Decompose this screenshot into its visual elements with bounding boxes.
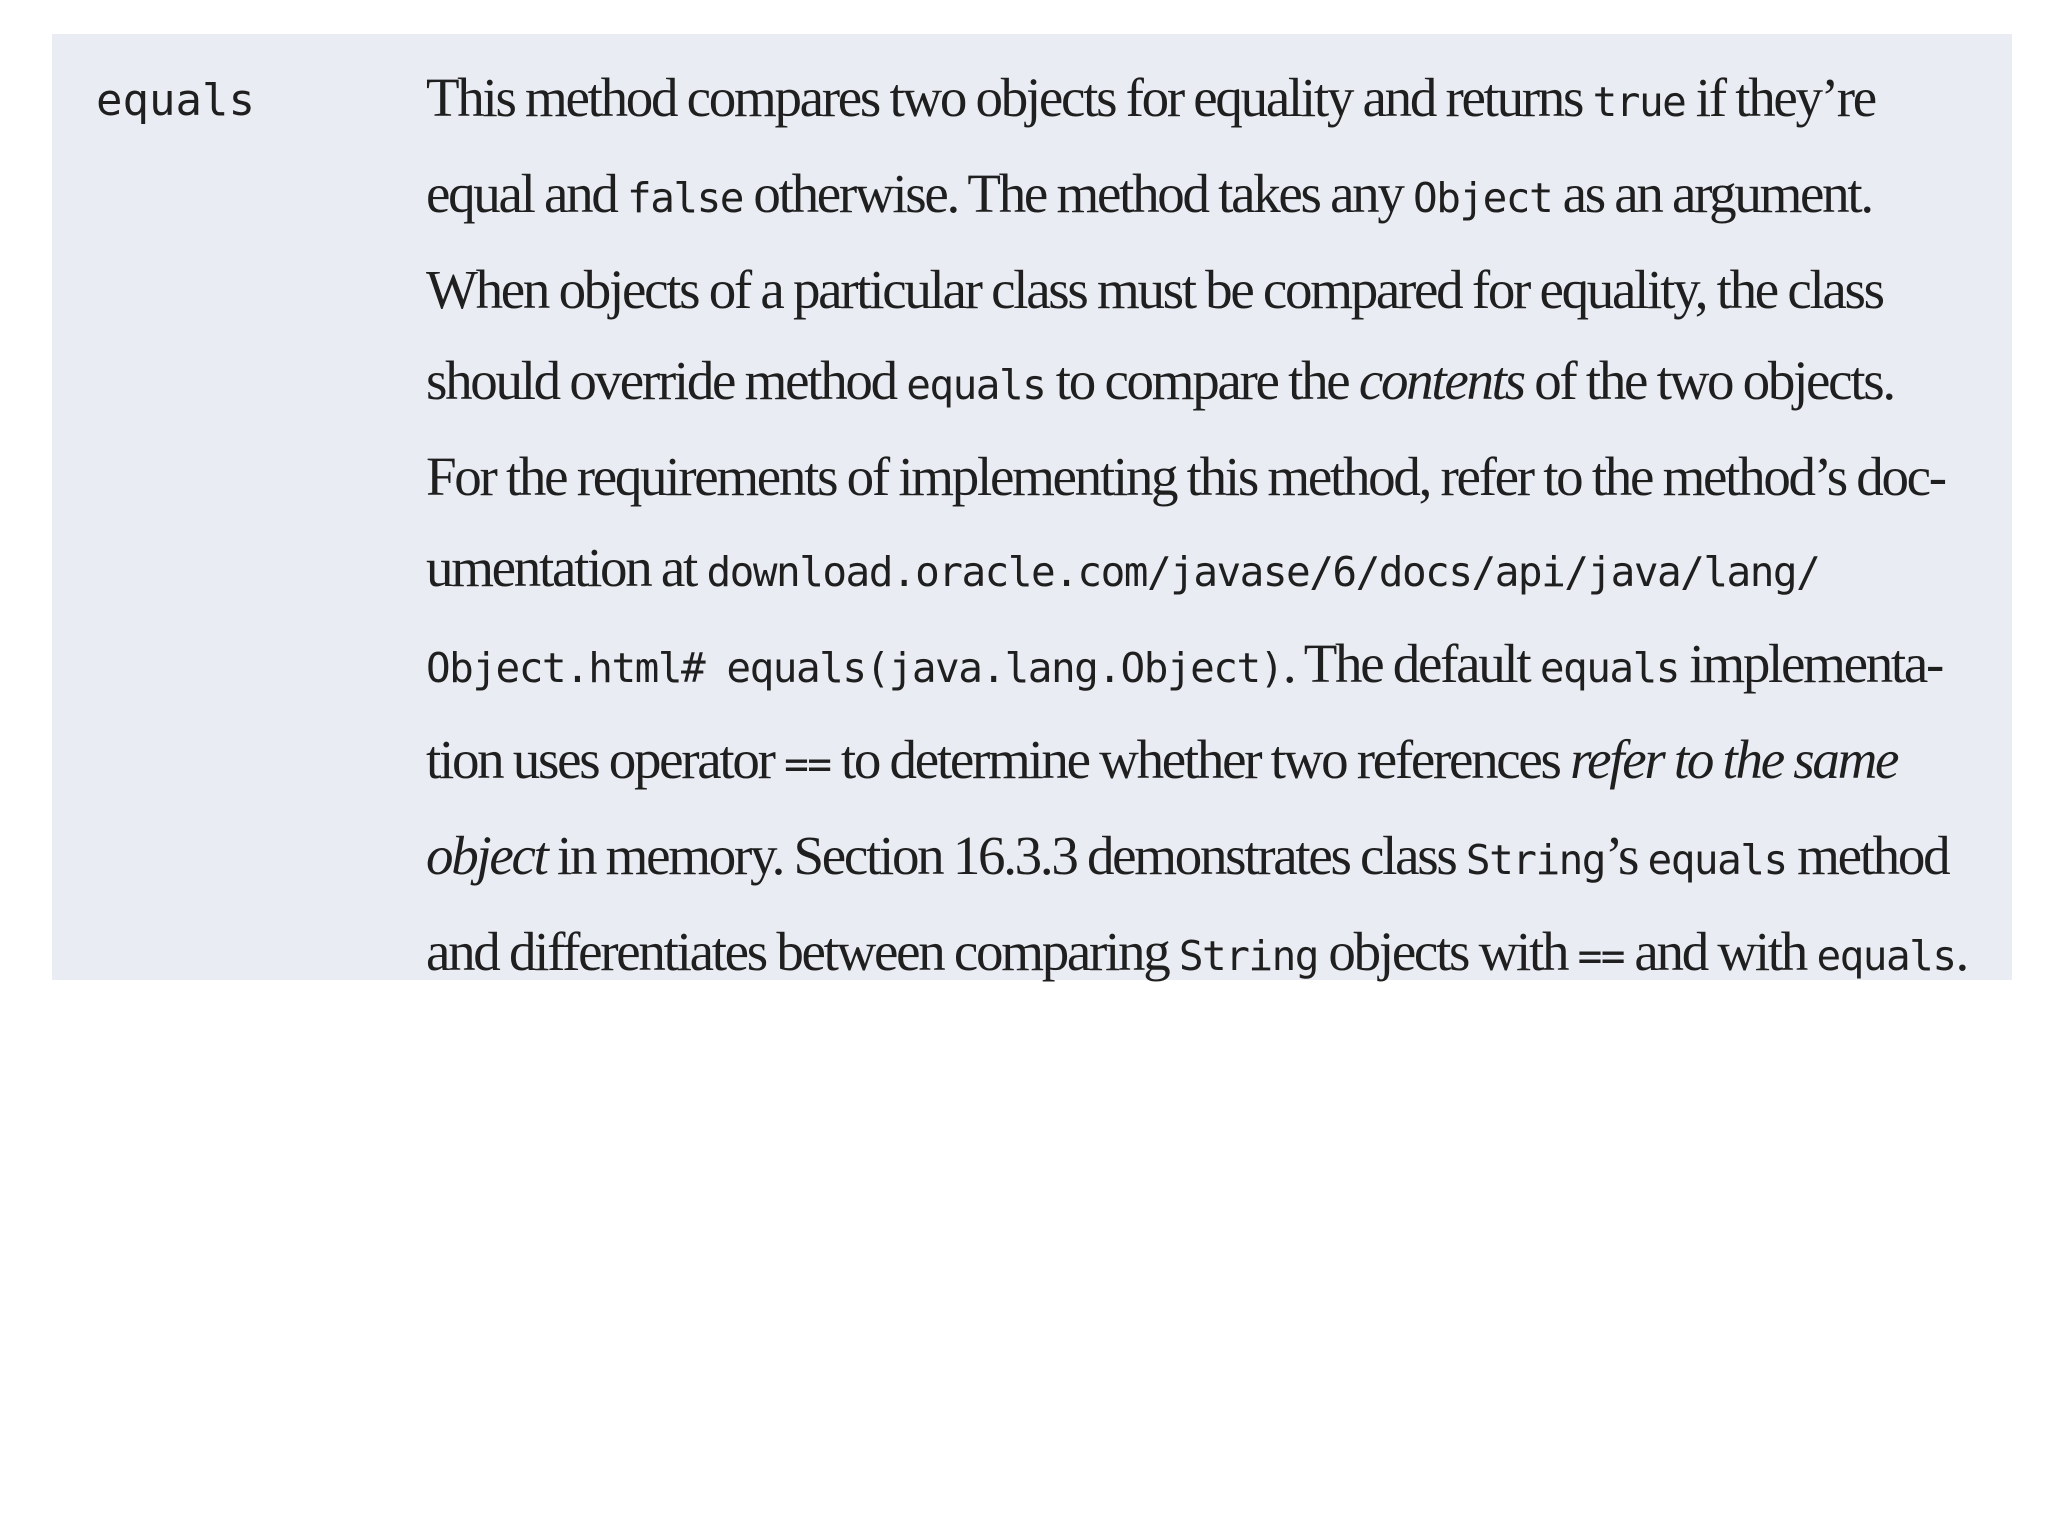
method-name: equals (96, 75, 255, 126)
code-span: equals (1539, 644, 1679, 692)
text-span: should override method (426, 350, 907, 411)
text-span: When objects of a particular class must be compared for equality, the class (426, 259, 1883, 320)
code-span: equals (906, 361, 1046, 409)
text-span: if they’re (1685, 67, 1875, 128)
code-span: Object (1413, 174, 1553, 222)
text-span: . (1955, 921, 1967, 982)
code-span: equals (1647, 836, 1787, 884)
text-span: otherwise. The method takes any (742, 163, 1414, 224)
code-span: Object.html# equals(java.lang.Object) (426, 644, 1283, 692)
text-span: in memory. Section 16.3.3 demonstrates class (546, 825, 1466, 886)
code-span: equals (1816, 932, 1956, 980)
text-span: equal and (426, 163, 628, 224)
text-span: implementa- (1678, 633, 1943, 694)
code-span: false (627, 174, 743, 222)
code-span: == (784, 740, 831, 788)
text-span: method (1786, 825, 1949, 886)
code-span: String (1178, 932, 1318, 980)
text-span: to compare the (1045, 350, 1359, 411)
text-span: umentation at (426, 537, 707, 598)
text-span: . The default (1282, 633, 1540, 694)
code-span: download.oracle.com/javase/6/docs/api/java/lang/ (706, 548, 1820, 596)
text-span: This method compares two objects for equality and returns (426, 67, 1593, 128)
method-description (426, 52, 1986, 1002)
text-span: to determine whether two references (830, 729, 1571, 790)
description-line (426, 714, 1986, 810)
text-span: objects with (1317, 921, 1578, 982)
emphasis-span: object (426, 825, 547, 886)
emphasis-span: refer to the same (1570, 729, 1898, 790)
method-entry-panel (52, 34, 2012, 980)
description-line (426, 810, 1986, 906)
text-span: and with (1623, 921, 1817, 982)
description-line (426, 335, 1986, 431)
text-span: of the two objects. (1523, 350, 1894, 411)
text-span: tion uses operator (426, 729, 785, 790)
emphasis-span: contents (1358, 350, 1524, 411)
code-span: true (1592, 78, 1686, 126)
description-line (426, 522, 1986, 618)
description-line (426, 906, 1986, 1002)
description-line (426, 148, 1986, 244)
description-line (426, 52, 1986, 148)
text-span: ’s (1605, 825, 1648, 886)
code-span: == (1577, 932, 1624, 980)
code-span: String (1465, 836, 1605, 884)
description-line (426, 431, 1986, 522)
description-line (426, 244, 1986, 335)
text-span: and differentiates between comparing (426, 921, 1179, 982)
description-line (426, 618, 1986, 714)
text-span: For the requirements of implementing this method, refer to the method’s doc- (426, 446, 1945, 507)
text-span: as an argument. (1552, 163, 1872, 224)
